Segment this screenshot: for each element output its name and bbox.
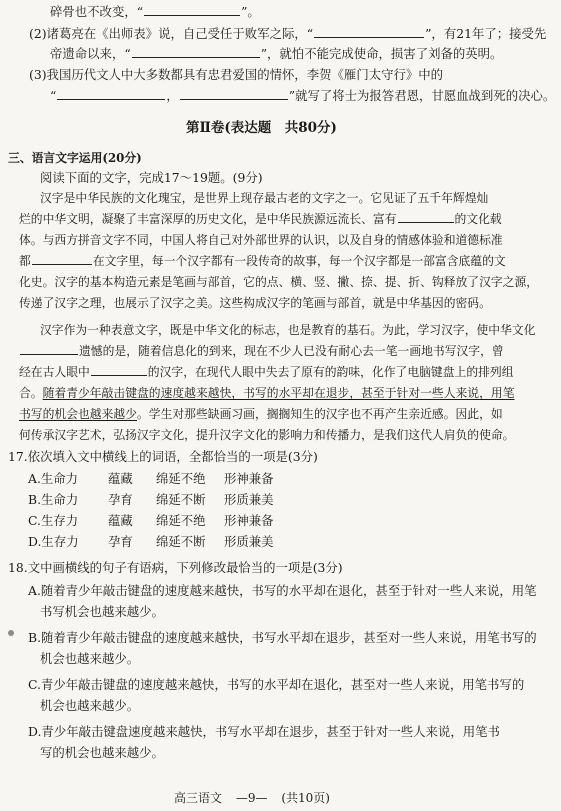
q16-line3-text-a: 帝遗命以来，“	[50, 46, 131, 61]
option-word: 形神兼备	[224, 513, 274, 528]
passage-text: 经在古人眼中	[19, 365, 90, 379]
q18-option-d-cont: 写的机会也越来越少。	[40, 745, 164, 760]
q18-option-b[interactable]: B.随着青少年敲击键盘的速度越来越快，书写水平却在退步，甚至对一些人来说，用笔书写的	[28, 630, 537, 645]
underlined-sentence: 随着青少年敲击键盘的速度越来越快，书写的水平却在退步，甚至于针对一些人来说，用笔	[42, 386, 515, 400]
option-word: 绵延不断	[156, 492, 206, 507]
q16-line5-text-c: ”就写了将士为报答君恩，甘愿血战到死的决心。	[288, 88, 556, 103]
passage-text: 都	[19, 254, 31, 268]
passage-text: 烂的中华文明，凝聚了丰富深厚的历史文化，是中华民族源远流长、富有	[19, 212, 397, 226]
q16-line1-text-a: 碎骨也不改变，“	[50, 4, 144, 19]
passage-text: 的文化载	[454, 212, 502, 226]
answer-blank	[398, 211, 454, 223]
section3-title: 三、语言文字运用(20分)	[8, 151, 142, 165]
option-label: A.生命力	[28, 471, 79, 486]
answer-blank	[180, 88, 288, 100]
section3-intro: 阅读下面的文字，完成17～19题。(9分)	[40, 170, 263, 185]
passage-p1-line1: 汉字是中华民族的文化瑰宝，是世界上现存最古老的文字之一。它见证了五千年辉煌灿	[40, 191, 489, 205]
answer-blank	[32, 253, 92, 265]
q16-line1	[50, 4, 260, 20]
q16-line2	[29, 26, 546, 42]
footer-total-pages: (共10页)	[281, 791, 330, 805]
option-word: 孕育	[108, 492, 133, 507]
q18-stem: 18.文中画横线的句子有语病，下列修改最恰当的一项是(3分)	[8, 560, 343, 575]
option-label: C.生存力	[28, 513, 79, 528]
option-word: 绵延不绝	[156, 471, 206, 486]
q18-option-a[interactable]: A.随着青少年敲击键盘的速度越来越快，书写的水平却在退化，甚至于针对一些人来说，用笔	[28, 583, 537, 598]
q17-option-b[interactable]	[28, 492, 274, 508]
q16-line3	[50, 46, 502, 62]
q18-option-c-cont: 机会也越来越少。	[40, 698, 140, 713]
page-footer	[174, 790, 330, 806]
option-word: 蕴藏	[108, 471, 133, 486]
option-word: 绵延不断	[156, 534, 206, 549]
passage-text: 遗憾的是，随着信息化的到来，现在不少人已没有耐心去一笔一画地书写汉字，曾	[79, 344, 504, 358]
q16-line2-text-a: (2)诸葛亮在《出师表》说，自己受任于败军之际，“	[29, 26, 314, 41]
passage-text: 的汉字，在现代人眼中失去了原有的韵味，化作了电脑键盘上的排列组	[147, 365, 514, 379]
q16-line1-text-b: ”。	[241, 4, 260, 19]
passage-p1-line6: 传递了汉字之理，也展示了汉字之美。这些构成汉字的笔画与部首，就是中华基因的密码。	[19, 296, 491, 310]
passage-p2-line4	[19, 385, 515, 401]
q16-line5	[50, 88, 555, 104]
option-word: 形质兼美	[224, 534, 274, 549]
passage-text: 在文字里，每一个汉字都有一段传奇的故事，每一个汉字都是一部富含底蕴的文	[92, 254, 506, 268]
answer-blank	[20, 343, 78, 355]
q16-line4: (3)我国历代文人中大多数都具有忠君爱国的情怀，李贺《雁门太守行》中的	[29, 67, 444, 82]
q18-option-b-cont: 机会也越来越少。	[40, 651, 140, 666]
option-word: 绵延不绝	[156, 513, 206, 528]
footer-page-number: —9—	[235, 791, 268, 805]
passage-p1-line2	[19, 211, 502, 227]
option-word: 形质兼美	[224, 492, 274, 507]
q17-option-c[interactable]	[28, 513, 274, 529]
passage-text: 。学生对那些缺画习画，搁搁知生的汉字也不再产生亲近感。因此，如	[136, 407, 503, 421]
q18-option-c[interactable]: C.青少年敲击键盘的速度越来越快，书写的水平却在退化，甚至对一些人来说，用笔书写的	[28, 677, 525, 692]
underlined-sentence: 书写的机会也越来越少	[19, 407, 137, 421]
passage-p2-line5	[19, 406, 503, 422]
option-label: B.生命力	[28, 492, 79, 507]
passage-p1-line5: 化史。汉字的基本构造元素是笔画与部首，它的点、横、竖、撇、捺、提、折、钩释放了汉字之源，	[19, 275, 539, 289]
option-word: 孕育	[108, 534, 133, 549]
q17-stem: 17.依次填入文中横线上的词语，全都恰当的一项是(3分)	[8, 449, 318, 464]
passage-p2-line2	[19, 343, 504, 359]
passage-text: 合。	[19, 386, 43, 400]
passage-p2-line6: 何传承汉字艺术，弘扬汉字文化，提升汉字文化的影响力和传播力，是我们这代人肩负的使命。	[19, 428, 515, 442]
passage-p1-line3: 体。与西方拼音文字不同，中国人将自己对外部世界的认识，以及自身的情感体验和道德标准	[19, 233, 503, 247]
footer-subject: 高三语文	[174, 791, 223, 805]
answer-blank	[91, 364, 147, 376]
answer-blank	[132, 46, 260, 58]
q16-line2-text-b: ”，有21年了；接受先	[425, 26, 547, 41]
option-label: D.生存力	[28, 534, 79, 549]
q16-line5-text-a: “	[50, 88, 57, 103]
answer-blank	[144, 4, 240, 16]
part2-title: 第Ⅱ卷(表达题 共80分)	[186, 120, 337, 136]
q17-option-d[interactable]	[28, 534, 274, 550]
q16-line3-text-b: ”，就怕不能完成使命，损害了刘备的英明。	[260, 46, 503, 61]
passage-p2-line3	[19, 364, 514, 380]
scan-mark	[8, 630, 14, 636]
answer-blank	[57, 88, 165, 100]
option-word: 蕴藏	[108, 513, 133, 528]
q18-option-a-cont: 书写机会也越来越少。	[40, 604, 164, 619]
q17-option-a[interactable]	[28, 471, 274, 487]
passage-p2-line1: 汉字作为一种表意文字，既是中华文化的标志，也是教育的基石。为此，学习汉字，使中华文化	[40, 323, 536, 337]
q18-option-d[interactable]: D.青少年敲击键盘速度越来越快，书写水平却在退步，甚至于针对一些人来说，用笔书	[28, 724, 500, 739]
q16-line5-text-b: ，	[166, 88, 179, 103]
answer-blank	[314, 26, 424, 38]
passage-p1-line4	[19, 253, 506, 269]
option-word: 形神兼备	[224, 471, 274, 486]
